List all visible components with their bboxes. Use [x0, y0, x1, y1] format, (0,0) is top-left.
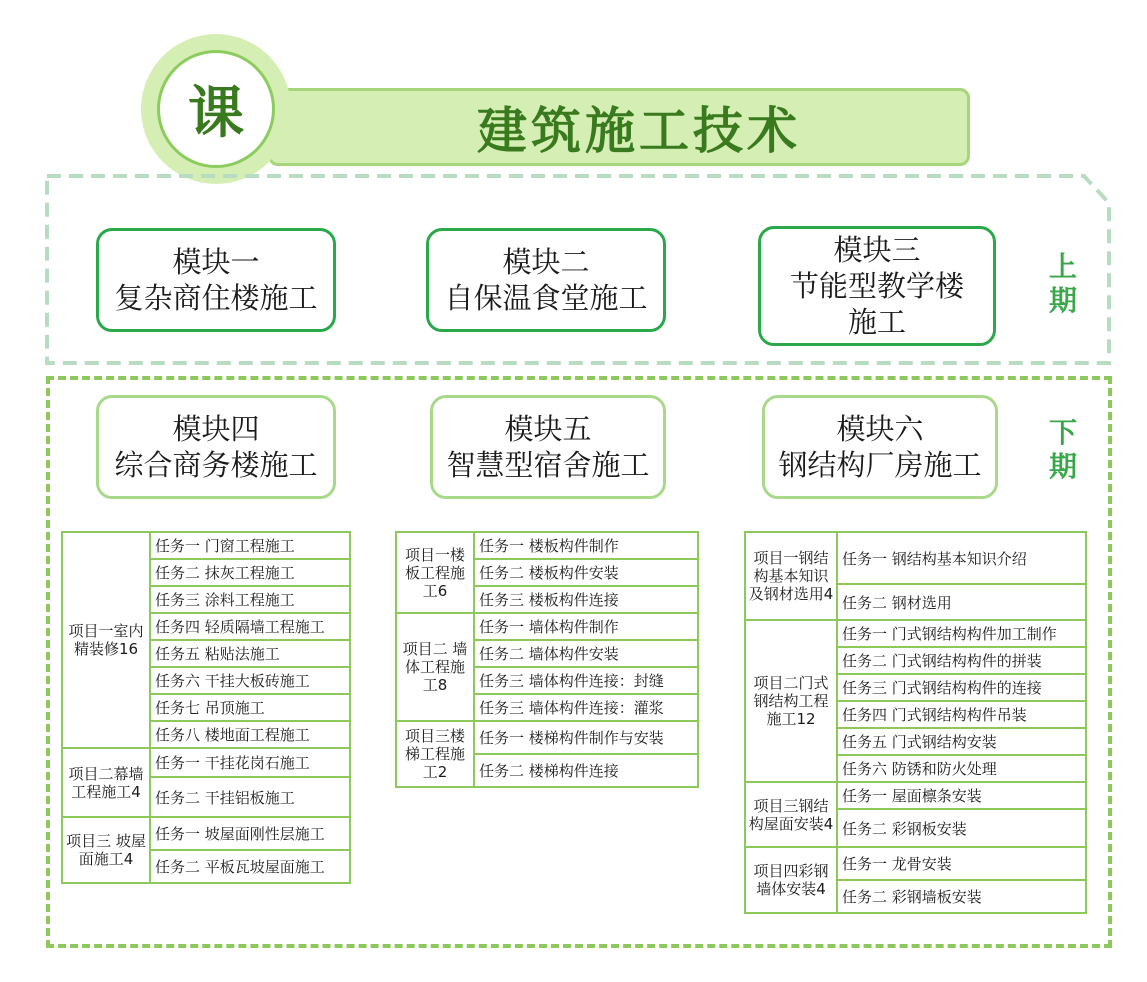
- task-cell: 任务一 门窗工程施工: [150, 532, 350, 559]
- task-cell: 任务四 轻质隔墙工程施工: [150, 613, 350, 640]
- module-1-box[interactable]: [96, 228, 336, 332]
- task-cell: 任务五 门式钢结构安装: [837, 728, 1086, 755]
- upper-term-label: 上期: [1048, 250, 1077, 317]
- module-3-subtitle: 节能型教学楼施工: [789, 269, 964, 339]
- project-cell: 项目四彩钢墙体安装4: [745, 847, 837, 913]
- module-6-box[interactable]: [762, 395, 998, 499]
- module-5-subtitle: 智慧型宿舍施工: [446, 448, 650, 482]
- module-6-task-table: [744, 531, 1087, 914]
- task-cell: 任务二 钢材选用: [837, 584, 1086, 620]
- course-title: 建筑施工技术: [477, 102, 801, 160]
- project-cell: 项目三钢结构屋面安装4: [745, 782, 837, 847]
- course-char: 课: [188, 81, 244, 146]
- task-cell: 任务八 楼地面工程施工: [150, 721, 350, 748]
- task-cell: 任务七 吊顶施工: [150, 694, 350, 721]
- task-cell: 任务一 坡屋面刚性层施工: [150, 817, 350, 850]
- module-5-task-table: [395, 531, 699, 788]
- project-cell: 项目二幕墙工程施工4: [62, 748, 150, 817]
- task-cell: 任务二 楼板构件安装: [474, 559, 698, 586]
- task-cell: 任务一 干挂花岗石施工: [150, 748, 350, 777]
- task-cell: 任务二 门式钢结构构件的拼装: [837, 647, 1086, 674]
- task-cell: 任务三 楼板构件连接: [474, 586, 698, 613]
- module-3-box[interactable]: [758, 226, 996, 346]
- module-4-box[interactable]: [96, 395, 336, 499]
- module-4-task-table: [61, 531, 351, 884]
- course-badge-inner: [157, 50, 275, 168]
- module-4-subtitle: 综合商务楼施工: [114, 448, 318, 482]
- task-cell: 任务二 彩钢板安装: [837, 809, 1086, 847]
- module-4-name: 模块四: [172, 412, 260, 446]
- project-cell: 项目一楼板工程施工6: [396, 532, 474, 613]
- task-cell: 任务三 门式钢结构构件的连接: [837, 674, 1086, 701]
- module-2-subtitle: 自保温食堂施工: [444, 281, 648, 315]
- task-cell: 任务一 门式钢结构构件加工制作: [837, 620, 1086, 647]
- module-6-name: 模块六: [836, 412, 924, 446]
- task-cell: 任务一 屋面檩条安装: [837, 782, 1086, 809]
- task-cell: 任务六 防锈和防火处理: [837, 755, 1086, 782]
- project-cell: 项目一室内精装修16: [62, 532, 150, 748]
- task-cell: 任务二 楼梯构件连接: [474, 754, 698, 787]
- project-cell: 项目二门式钢结构工程施工12: [745, 620, 837, 782]
- task-cell: 任务一 楼板构件制作: [474, 532, 698, 559]
- module-3-name: 模块三: [833, 233, 921, 267]
- project-cell: 项目三 坡屋面施工4: [62, 817, 150, 883]
- task-cell: 任务二 平板瓦坡屋面施工: [150, 850, 350, 883]
- task-cell: 任务五 粘贴法施工: [150, 640, 350, 667]
- project-cell: 项目一钢结构基本知识及钢材选用4: [745, 532, 837, 620]
- task-cell: 任务二 墙体构件安装: [474, 640, 698, 667]
- course-badge: [141, 34, 291, 184]
- task-cell: 任务二 抹灰工程施工: [150, 559, 350, 586]
- title-banner: [268, 88, 970, 166]
- task-cell: 任务一 龙骨安装: [837, 847, 1086, 880]
- task-cell: 任务六 干挂大板砖施工: [150, 667, 350, 694]
- module-6-subtitle: 钢结构厂房施工: [778, 448, 982, 482]
- module-1-name: 模块一: [172, 245, 260, 279]
- task-cell: 任务三 墙体构件连接：封缝: [474, 667, 698, 694]
- project-cell: 项目二 墙体工程施工8: [396, 613, 474, 721]
- project-cell: 项目三楼梯工程施工2: [396, 721, 474, 787]
- module-2-name: 模块二: [502, 245, 590, 279]
- lower-term-label: 下期: [1048, 416, 1077, 483]
- module-1-subtitle: 复杂商住楼施工: [114, 281, 318, 315]
- task-cell: 任务二 彩钢墙板安装: [837, 880, 1086, 913]
- task-cell: 任务一 墙体构件制作: [474, 613, 698, 640]
- task-cell: 任务三 墙体构件连接：灌浆: [474, 694, 698, 721]
- module-5-name: 模块五: [504, 412, 592, 446]
- task-cell: 任务一 楼梯构件制作与安装: [474, 721, 698, 754]
- task-cell: 任务二 干挂铝板施工: [150, 777, 350, 817]
- task-cell: 任务四 门式钢结构构件吊装: [837, 701, 1086, 728]
- module-5-box[interactable]: [430, 395, 666, 499]
- module-2-box[interactable]: [426, 228, 666, 332]
- task-cell: 任务三 涂料工程施工: [150, 586, 350, 613]
- task-cell: 任务一 钢结构基本知识介绍: [837, 532, 1086, 584]
